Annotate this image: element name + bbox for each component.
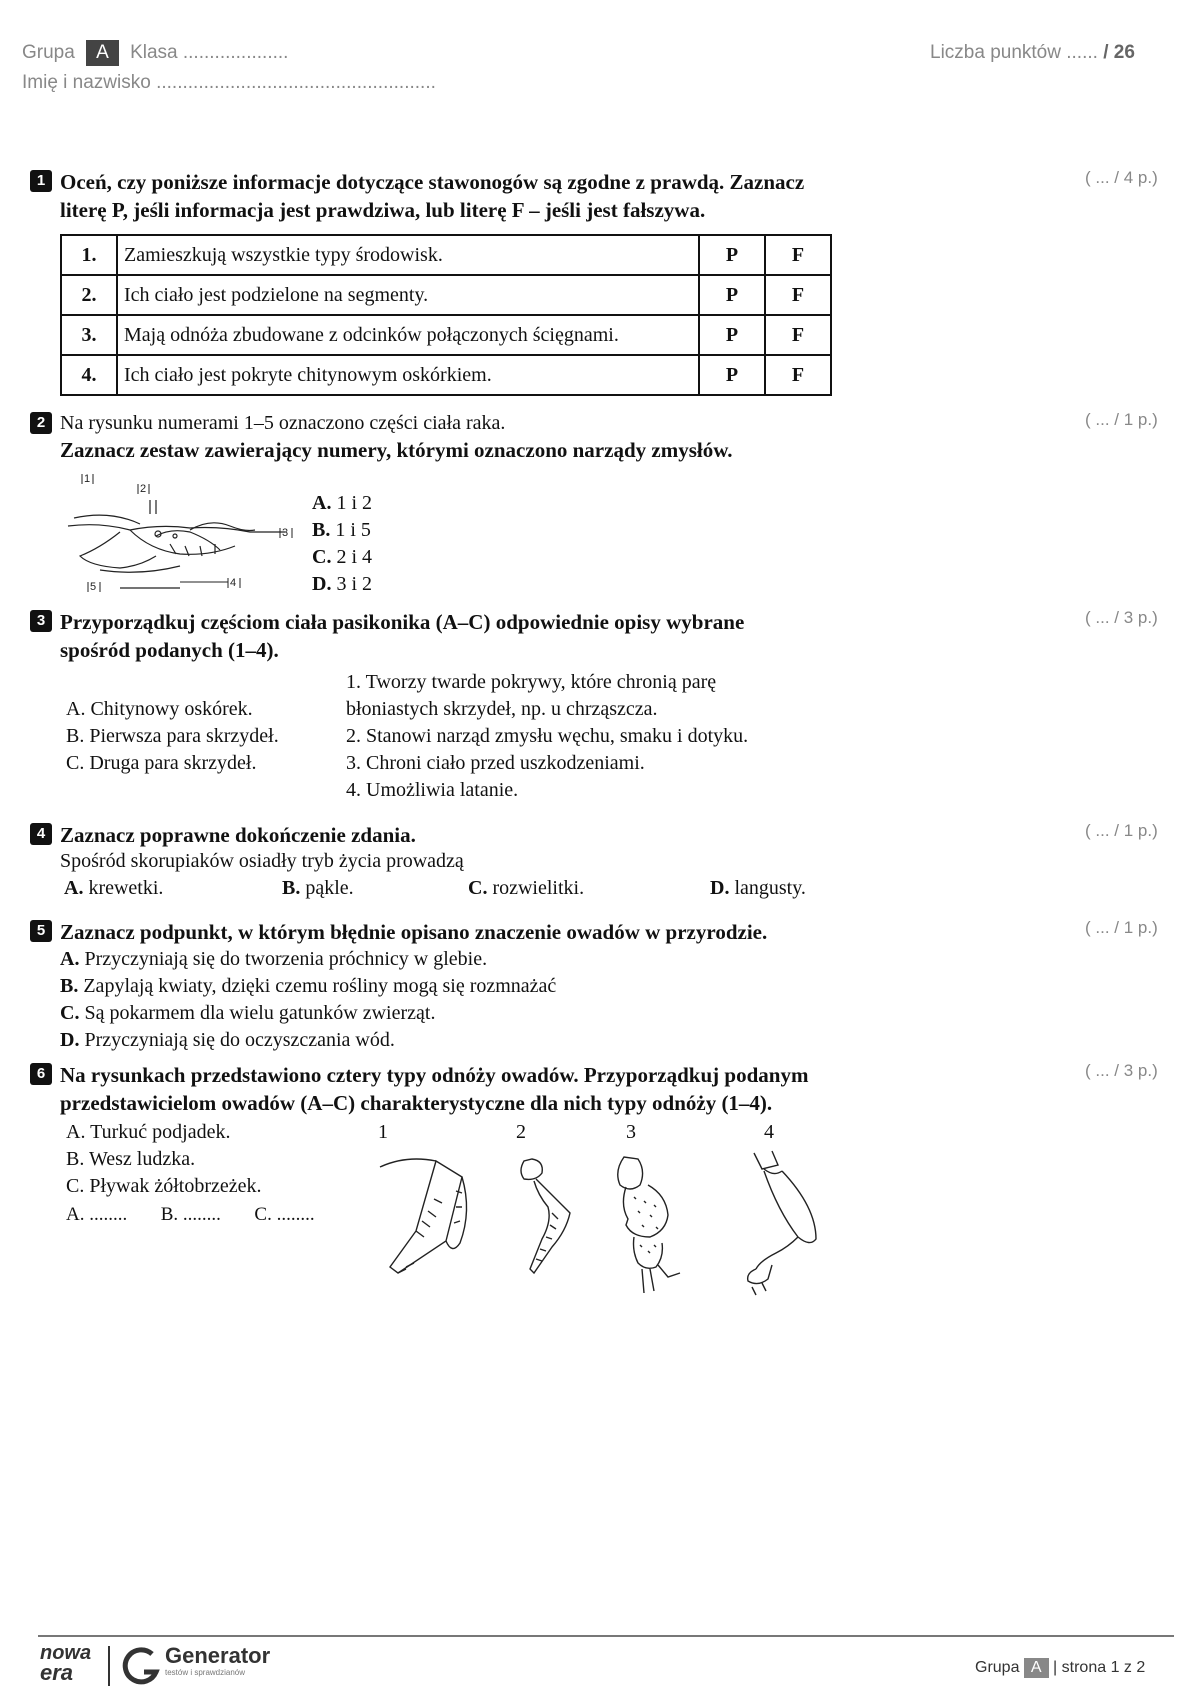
left-list: [66, 696, 279, 777]
leg-drawing-2: [508, 1151, 588, 1281]
option-c[interactable]: C. rozwielitki.: [468, 877, 585, 899]
list-item: A. Turkuć podjadek.: [66, 1121, 231, 1143]
footer-group-badge: A: [1024, 1658, 1049, 1678]
option-c[interactable]: C. 2 i 4: [312, 546, 373, 568]
figure-label: 3: [282, 527, 289, 539]
points-total: / 26: [1103, 42, 1135, 63]
question-title: Zaznacz poprawne dokończenie zdania.: [60, 823, 416, 847]
generator-logo: Generator testów i sprawdzianów: [165, 1643, 271, 1677]
true-false-table: [60, 234, 832, 396]
list-item: błoniastych skrzydeł, np. u chrząszcza.: [346, 698, 658, 720]
group-badge: A: [86, 40, 119, 66]
answer-p[interactable]: P: [699, 355, 765, 395]
score-box: ( ... / 1 p.): [1085, 821, 1158, 840]
answer-options: [312, 490, 372, 598]
question-number: 5: [30, 920, 52, 942]
question-number: 3: [30, 610, 52, 632]
answer-field-c[interactable]: C. ........: [254, 1204, 315, 1225]
answer-f[interactable]: F: [765, 235, 831, 275]
points-row: [930, 42, 1135, 64]
list-item: 3. Chroni ciało przed uszkodzeniami.: [346, 752, 645, 774]
crayfish-drawing: [60, 470, 290, 593]
figure-number: 4: [764, 1121, 774, 1143]
question-title: Zaznacz podpunkt, w którym błędnie opisano znaczenie owadów w przyrodzie.: [60, 920, 768, 944]
name-field[interactable]: Imię i nazwisko .....................................................: [22, 72, 436, 93]
answer-p[interactable]: P: [699, 275, 765, 315]
option-d[interactable]: D. langusty.: [710, 877, 806, 899]
question-title-line: Oceń, czy poniższe informacje dotyczące stawonogów są zgodne z prawdą. Zaznacz: [60, 170, 805, 194]
table-row: 4. Ich ciało jest pokryte chitynowym oskórkiem. P F: [61, 355, 831, 395]
list-item: B. Pierwsza para skrzydeł.: [66, 725, 279, 747]
figure-label: 1: [84, 473, 91, 485]
list-item: A. Chitynowy oskórek.: [66, 698, 253, 720]
right-list: [346, 669, 748, 804]
logo-divider: [108, 1646, 110, 1686]
list-item: C. Druga para skrzydeł.: [66, 752, 257, 774]
question-number: 4: [30, 823, 52, 845]
table-row: 1. Zamieszkują wszystkie typy środowisk. P F: [61, 235, 831, 275]
question-number: 1: [30, 170, 52, 192]
option-b[interactable]: B. 1 i 5: [312, 519, 371, 541]
figure-number: 1: [378, 1121, 388, 1143]
option-c[interactable]: C. Są pokarmem dla wielu gatunków zwierząt.: [60, 1002, 436, 1024]
score-box: ( ... / 3 p.): [1085, 1061, 1158, 1080]
option-d[interactable]: D. 3 i 2: [312, 573, 373, 595]
question-number: 6: [30, 1063, 52, 1085]
nowa-era-logo: nowa era: [40, 1642, 92, 1685]
question-stem: Spośród skorupiaków osiadły tryb życia prowadzą: [60, 850, 464, 872]
figure-label: 4: [230, 577, 237, 589]
footer-group-label: Grupa: [975, 1659, 1020, 1676]
list-item: 1. Tworzy twarde pokrywy, które chronią parę: [346, 671, 717, 693]
question-title: Zaznacz zestaw zawierający numery, którymi oznaczono narządy zmysłów.: [60, 438, 733, 462]
group-label: Grupa: [22, 42, 75, 63]
header-group-row: [22, 40, 288, 66]
option-a[interactable]: A. krewetki.: [64, 877, 164, 899]
answer-p[interactable]: P: [699, 315, 765, 355]
footer-page-info: [975, 1658, 1145, 1678]
figure-number: 3: [626, 1121, 636, 1143]
answer-f[interactable]: F: [765, 275, 831, 315]
figure-label: 2: [140, 483, 147, 495]
class-field[interactable]: Klasa ....................: [130, 42, 289, 63]
list-item: C. Pływak żółtobrzeżek.: [66, 1175, 262, 1197]
option-b[interactable]: B. pąkle.: [282, 877, 354, 899]
answer-options: [60, 946, 556, 1054]
figure-label: 5: [90, 581, 97, 593]
score-box: ( ... / 1 p.): [1085, 918, 1158, 937]
leg-drawing-3: [604, 1145, 704, 1295]
answer-f[interactable]: F: [765, 315, 831, 355]
list-item: 2. Stanowi narząd zmysłu węchu, smaku i dotyku.: [346, 725, 749, 747]
table-row: 3. Mają odnóża zbudowane z odcinków połączonych ścięgnami. P F: [61, 315, 831, 355]
option-a[interactable]: A. Przyczyniają się do tworzenia próchnicy w glebie.: [60, 948, 488, 970]
page-number: | strona 1 z 2: [1053, 1659, 1146, 1676]
question-title-line: Na rysunkach przedstawiono cztery typy odnóży owadów. Przyporządkuj podanym: [60, 1063, 809, 1087]
leg-drawing-1: [376, 1151, 486, 1281]
question-title-line: literę P, jeśli informacja jest prawdziwa, lub literę F – jeśli jest fałszywa.: [60, 198, 706, 222]
list-item: 4. Umożliwia latanie.: [346, 779, 519, 801]
answer-field-a[interactable]: A. ........: [66, 1204, 128, 1225]
question-title-line: Przyporządkuj częściom ciała pasikonika (A–C) odpowiednie opisy wybrane: [60, 610, 745, 634]
insect-list: [66, 1119, 262, 1200]
leg-drawing-4: [738, 1147, 838, 1297]
score-box: ( ... / 4 p.): [1085, 168, 1158, 187]
question-text: Na rysunku numerami 1–5 oznaczono części ciała raka.: [60, 412, 506, 434]
score-box: ( ... / 3 p.): [1085, 608, 1158, 627]
option-d[interactable]: D. Przyczyniają się do oczyszczania wód.: [60, 1029, 395, 1051]
table-row: 2. Ich ciało jest podzielone na segmenty. P F: [61, 275, 831, 315]
question-number: 2: [30, 412, 52, 434]
answer-row: [66, 1201, 315, 1228]
list-item: B. Wesz ludzka.: [66, 1148, 196, 1170]
option-a[interactable]: A. 1 i 2: [312, 492, 373, 514]
answer-p[interactable]: P: [699, 235, 765, 275]
score-box: ( ... / 1 p.): [1085, 410, 1158, 429]
question-title-line: przedstawicielom owadów (A–C) charakterystyczne dla nich typy odnóży (1–4).: [60, 1091, 773, 1115]
answer-field-b[interactable]: B. ........: [160, 1204, 221, 1225]
answer-f[interactable]: F: [765, 355, 831, 395]
footer-divider: [38, 1635, 1174, 1637]
question-title-line: spośród podanych (1–4).: [60, 638, 279, 662]
generator-g-icon: [122, 1646, 162, 1686]
option-b[interactable]: B. Zapylają kwiaty, dzięki czemu rośliny mogą się rozmnażać: [60, 975, 557, 997]
points-label: Liczba punktów ......: [930, 42, 1104, 63]
figure-number: 2: [516, 1121, 526, 1143]
